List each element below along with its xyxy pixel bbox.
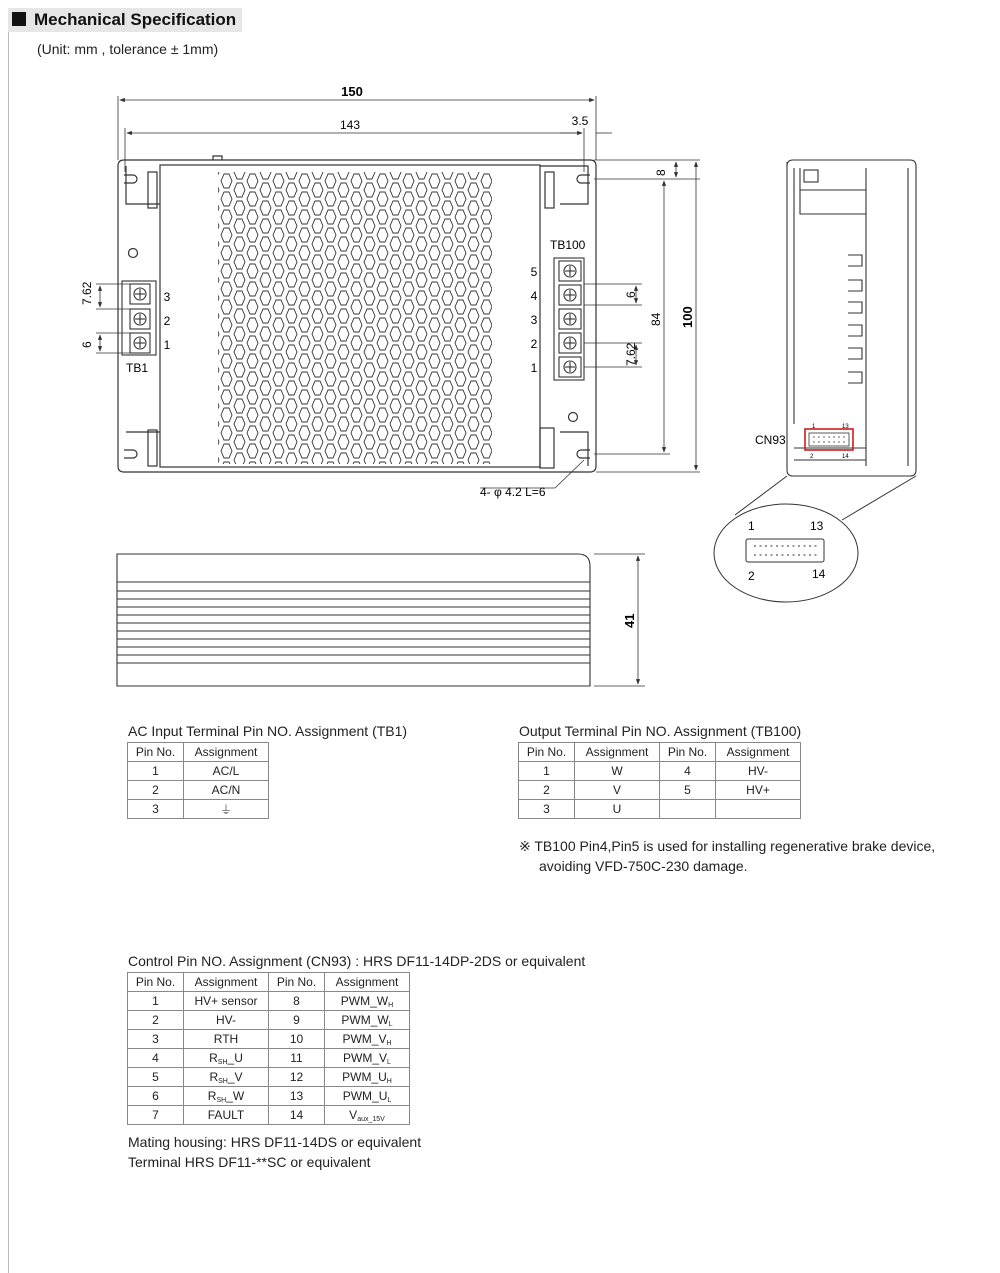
- tb100-pin-label: 1: [530, 361, 538, 375]
- column-header: Assignment: [184, 973, 269, 992]
- table-cell: 2: [519, 781, 575, 800]
- dim-tb1-width: 6: [80, 341, 94, 348]
- table-cell: 5: [128, 1068, 184, 1087]
- tb100-pin-label: 3: [530, 313, 538, 327]
- table-row: [519, 800, 801, 819]
- table-cell: HV-: [184, 1011, 269, 1030]
- dim-top-offset: 8: [654, 169, 668, 176]
- column-header: Assignment: [716, 743, 801, 762]
- signal-subscript: H: [386, 1077, 392, 1085]
- table-row: [519, 781, 801, 800]
- cn93-zoom-pin-label: 13: [810, 519, 824, 533]
- dim-edge-offset: 3.5: [571, 114, 589, 128]
- tb100-table-caption: Output Terminal Pin NO. Assignment (TB100): [519, 723, 802, 739]
- table-cell: 2: [128, 1011, 184, 1030]
- mount-holes-note: 4- φ 4.2 L=6: [480, 485, 546, 499]
- tb100-label: TB100: [550, 238, 586, 252]
- mating-housing-note: Mating housing: HRS DF11-14DS or equivalent: [128, 1134, 422, 1150]
- table-row: [519, 762, 801, 781]
- tb1-pin-label: 3: [163, 290, 171, 304]
- tb100-pin-label: 2: [530, 337, 538, 351]
- table-cell: 11: [269, 1049, 325, 1068]
- signal-name: PWM_U: [342, 1069, 387, 1084]
- vent-hex-pattern: [218, 172, 492, 464]
- table-cell: [184, 1068, 269, 1087]
- unit-note: (Unit: mm , tolerance ± 1mm): [37, 41, 219, 57]
- column-header: Pin No.: [128, 973, 184, 992]
- table-cell: 6: [128, 1087, 184, 1106]
- dim-tb1-pitch: 7.62: [80, 281, 94, 305]
- table-cell: W: [575, 762, 660, 781]
- column-header: Assignment: [325, 973, 410, 992]
- table-cell: [325, 1068, 410, 1087]
- table-row: [128, 1011, 410, 1030]
- dim-overall-height: 100: [680, 306, 695, 328]
- table-cell: [716, 800, 801, 819]
- tb1-table-caption: AC Input Terminal Pin NO. Assignment (TB1): [128, 723, 408, 739]
- cn93-small-pin-label: 13: [842, 424, 849, 430]
- table-cell: 4: [128, 1049, 184, 1068]
- cn93-small-pin-label: 1: [812, 424, 816, 430]
- dim-overall-width: 150: [341, 84, 363, 99]
- table-cell: [325, 1011, 410, 1030]
- table-row: [128, 1049, 410, 1068]
- terminal-note: Terminal HRS DF11-**SC or equivalent: [128, 1154, 371, 1170]
- cn93-label: CN93: [755, 433, 786, 447]
- signal-suffix: _U: [227, 1050, 243, 1065]
- table-cell: FAULT: [184, 1106, 269, 1125]
- signal-subscript: L: [387, 1058, 391, 1066]
- table-row: [128, 762, 269, 781]
- dim-tb100-pitch: 7.62: [624, 342, 638, 366]
- table-cell: [325, 1106, 410, 1125]
- table-row: [128, 1030, 410, 1049]
- signal-suffix: _W: [226, 1088, 245, 1103]
- column-header: Pin No.: [128, 743, 184, 762]
- cn93-zoom-view: [714, 476, 916, 602]
- table-cell: HV+: [716, 781, 801, 800]
- dim-hole-pitch: 84: [649, 312, 663, 326]
- table-cell: V: [575, 781, 660, 800]
- cn93-small-connector: [809, 433, 849, 446]
- tb1-pin-label: 1: [163, 338, 171, 352]
- tb1-pin-table: [127, 742, 269, 819]
- tb100-pin-label: 4: [530, 289, 538, 303]
- signal-subscript: SH: [216, 1096, 227, 1104]
- table-header-row: [519, 743, 801, 762]
- table-cell: [660, 800, 716, 819]
- table-cell: [325, 1049, 410, 1068]
- signal-name: R: [209, 1069, 219, 1084]
- table-cell: 7: [128, 1106, 184, 1125]
- table-cell: 10: [269, 1030, 325, 1049]
- table-cell: 2: [128, 781, 184, 800]
- table-row: [128, 992, 410, 1011]
- cn93-pin-table: [127, 972, 410, 1125]
- column-header: Pin No.: [269, 973, 325, 992]
- signal-name: PWM_U: [342, 1088, 388, 1103]
- signal-name: R: [209, 1050, 218, 1065]
- signal-subscript: aux_15V: [357, 1115, 385, 1123]
- tb100-note-line: ※ TB100 Pin4,Pin5 is used for installing regenerative brake device,: [519, 838, 936, 854]
- tb100-terminal-block: [554, 258, 584, 380]
- signal-subscript: SH: [218, 1077, 228, 1085]
- section-title: Mechanical Specification: [34, 10, 237, 29]
- table-cell: 8: [269, 992, 325, 1011]
- signal-subscript: SH: [217, 1058, 228, 1066]
- tb100-note: [519, 836, 935, 876]
- table-cell: 5: [660, 781, 716, 800]
- table-row: [128, 1106, 410, 1125]
- signal-suffix: _V: [227, 1069, 243, 1084]
- signal-subscript: L: [387, 1096, 392, 1104]
- signal-subscript: H: [386, 1039, 392, 1047]
- signal-name: V: [349, 1107, 358, 1122]
- tb1-pin-label: 2: [163, 314, 171, 328]
- signal-name: PWM_V: [343, 1050, 388, 1065]
- table-row: [128, 781, 269, 800]
- tb100-note-line: avoiding VFD-750C-230 damage.: [539, 858, 748, 874]
- column-header: Pin No.: [519, 743, 575, 762]
- table-cell: 12: [269, 1068, 325, 1087]
- table-cell: 9: [269, 1011, 325, 1030]
- tb1-terminal-block: [122, 281, 156, 355]
- signal-name: PWM_W: [340, 993, 389, 1008]
- tb1-dimension-lines: [96, 284, 130, 353]
- cn93-small-pin-label: 14: [842, 454, 849, 460]
- table-cell: U: [575, 800, 660, 819]
- tb1-label: TB1: [126, 361, 149, 375]
- table-cell: 3: [519, 800, 575, 819]
- table-row: [128, 1087, 410, 1106]
- table-cell: [325, 1030, 410, 1049]
- table-cell: 13: [269, 1087, 325, 1106]
- cn93-table-caption: Control Pin NO. Assignment (CN93) : HRS DF11-14DP-2DS or equivalent: [128, 953, 586, 969]
- table-cell: 1: [519, 762, 575, 781]
- signal-name: R: [207, 1088, 217, 1103]
- table-header-row: [128, 973, 410, 992]
- column-header: Pin No.: [660, 743, 716, 762]
- signal-subscript: L: [388, 1020, 393, 1028]
- table-cell: [184, 1087, 269, 1106]
- cn93-highlight: [805, 429, 853, 450]
- table-cell: 3: [128, 1030, 184, 1049]
- table-cell: 14: [269, 1106, 325, 1125]
- cn93-zoom-pin-label: 14: [812, 567, 826, 581]
- front-dimension-lines: [594, 554, 645, 686]
- table-cell: AC/N: [184, 781, 269, 800]
- column-header: Assignment: [575, 743, 660, 762]
- signal-subscript: H: [388, 1001, 394, 1009]
- table-cell: [325, 992, 410, 1011]
- cn93-small-pin-label: 2: [810, 454, 814, 460]
- table-cell: RTH: [184, 1030, 269, 1049]
- table-cell: 1: [128, 762, 184, 781]
- table-cell: 1: [128, 992, 184, 1011]
- dim-hole-span: 143: [339, 118, 361, 132]
- cn93-zoom-pin-label: 1: [748, 519, 755, 533]
- table-cell: AC/L: [184, 762, 269, 781]
- ground-symbol-cell: ⏚: [184, 800, 269, 819]
- table-cell: HV+ sensor: [184, 992, 269, 1011]
- table-cell: [184, 1049, 269, 1068]
- table-cell: 3: [128, 800, 184, 819]
- tb100-pin-table: [518, 742, 801, 819]
- front-view: [117, 554, 590, 686]
- dim-tb100-width: 6: [624, 291, 638, 298]
- table-row: [128, 800, 269, 819]
- cn93-zoom-pin-label: 2: [748, 569, 755, 583]
- table-header-row: [128, 743, 269, 762]
- tb100-pin-label: 5: [530, 265, 538, 279]
- table-cell: HV-: [716, 762, 801, 781]
- signal-name: PWM_W: [341, 1012, 389, 1027]
- dim-height-side: 41: [622, 613, 637, 628]
- table-cell: 4: [660, 762, 716, 781]
- column-header: Assignment: [184, 743, 269, 762]
- table-row: [128, 1068, 410, 1087]
- table-cell: [325, 1087, 410, 1106]
- signal-name: PWM_V: [342, 1031, 387, 1046]
